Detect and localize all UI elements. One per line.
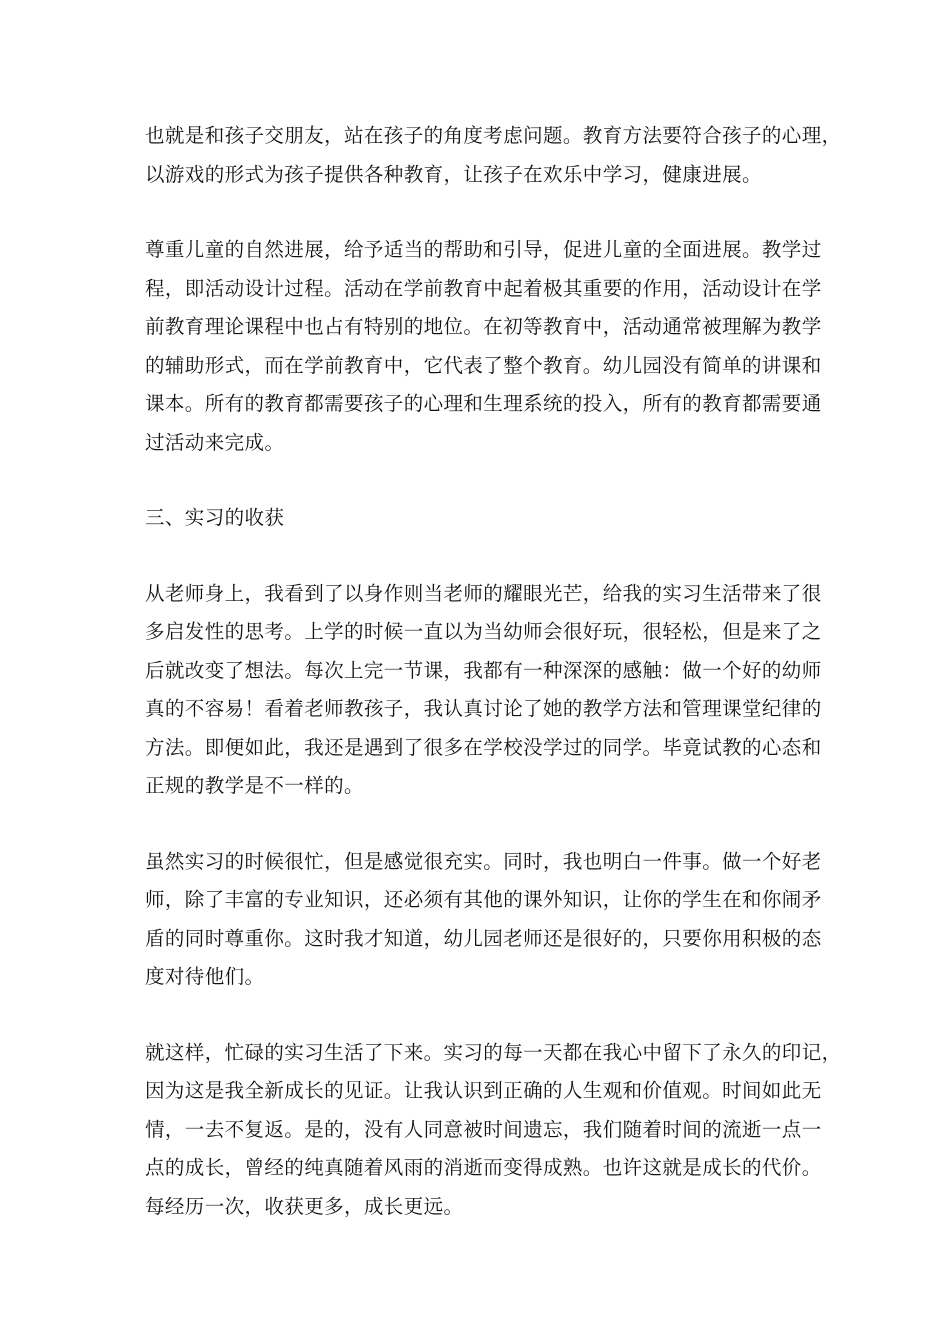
paragraph — [145, 843, 822, 997]
document-body — [145, 117, 842, 1263]
text-line: 也就是和孩子交朋友，站在孩子的角度考虑问题。教育方法要符合孩子的心理， — [145, 124, 842, 147]
paragraph — [145, 1034, 842, 1227]
paragraph — [145, 575, 822, 806]
text-line: 真的不容易！看着老师教孩子，我认真讨论了她的教学方法和管理课堂纪律的 — [145, 697, 822, 720]
section-heading: 三、实习的收获 — [145, 506, 285, 529]
paragraph — [145, 231, 822, 462]
text-line: 就这样，忙碌的实习生活了下来。实习的每一天都在我心中留下了永久的印记， — [145, 1040, 842, 1064]
paragraph — [145, 117, 842, 194]
text-line: 前教育理论课程中也占有特别的地位。在初等教育中，活动通常被理解为教学 — [145, 315, 822, 338]
text-line: 虽然实习的时候很忙，但是感觉很充实。同时，我也明白一件事。做一个好老 — [145, 849, 822, 873]
text-line: 程，即活动设计过程。活动在学前教育中起着极其重要的作用，活动设计在学 — [145, 276, 822, 300]
text-line: 点的成长，曾经的纯真随着风雨的消逝而变得成熟。也许这就是成长的代价。 — [145, 1156, 822, 1179]
text-line: 情，一去不复返。是的，没有人同意被时间遗忘，我们随着时间的流逝一点一 — [145, 1117, 822, 1141]
text-line: 因为这是我全新成长的见证。让我认识到正确的人生观和价值观。时间如此无 — [145, 1079, 822, 1102]
text-line: 每经历一次，收获更多，成长更远。 — [145, 1194, 464, 1218]
text-line: 从老师身上，我看到了以身作则当老师的耀眼光芒，给我的实习生活带来了很 — [145, 581, 822, 605]
text-line: 度对待他们。 — [145, 965, 265, 988]
text-line: 盾的同时尊重你。这时我才知道，幼儿园老师还是很好的，只要你用积极的态 — [145, 926, 822, 950]
text-line: 后就改变了想法。每次上完一节课，我都有一种深深的感触：做一个好的幼师 — [145, 658, 822, 682]
text-line: 过活动来完成。 — [145, 430, 285, 454]
text-line: 的辅助形式，而在学前教育中，它代表了整个教育。幼儿园没有简单的讲课和 — [145, 353, 822, 377]
text-line: 方法。即便如此，我还是遇到了很多在学校没学过的同学。毕竟试教的心态和 — [145, 735, 822, 759]
text-line: 尊重儿童的自然进展，给予适当的帮助和引导，促进儿童的全面进展。教学过 — [145, 238, 822, 261]
text-line: 课本。所有的教育都需要孩子的心理和生理系统的投入，所有的教育都需要通 — [145, 392, 822, 415]
text-line: 多启发性的思考。上学的时候一直以为当幼师会很好玩，很轻松，但是来了之 — [145, 620, 822, 643]
text-line: 师，除了丰富的专业知识，还必须有其他的课外知识，让你的学生在和你闹矛 — [145, 888, 822, 911]
text-line: 以游戏的形式为孩子提供各种教育，让孩子在欢乐中学习，健康进展。 — [145, 162, 762, 186]
text-line: 正规的教学是不一样的。 — [145, 774, 364, 797]
